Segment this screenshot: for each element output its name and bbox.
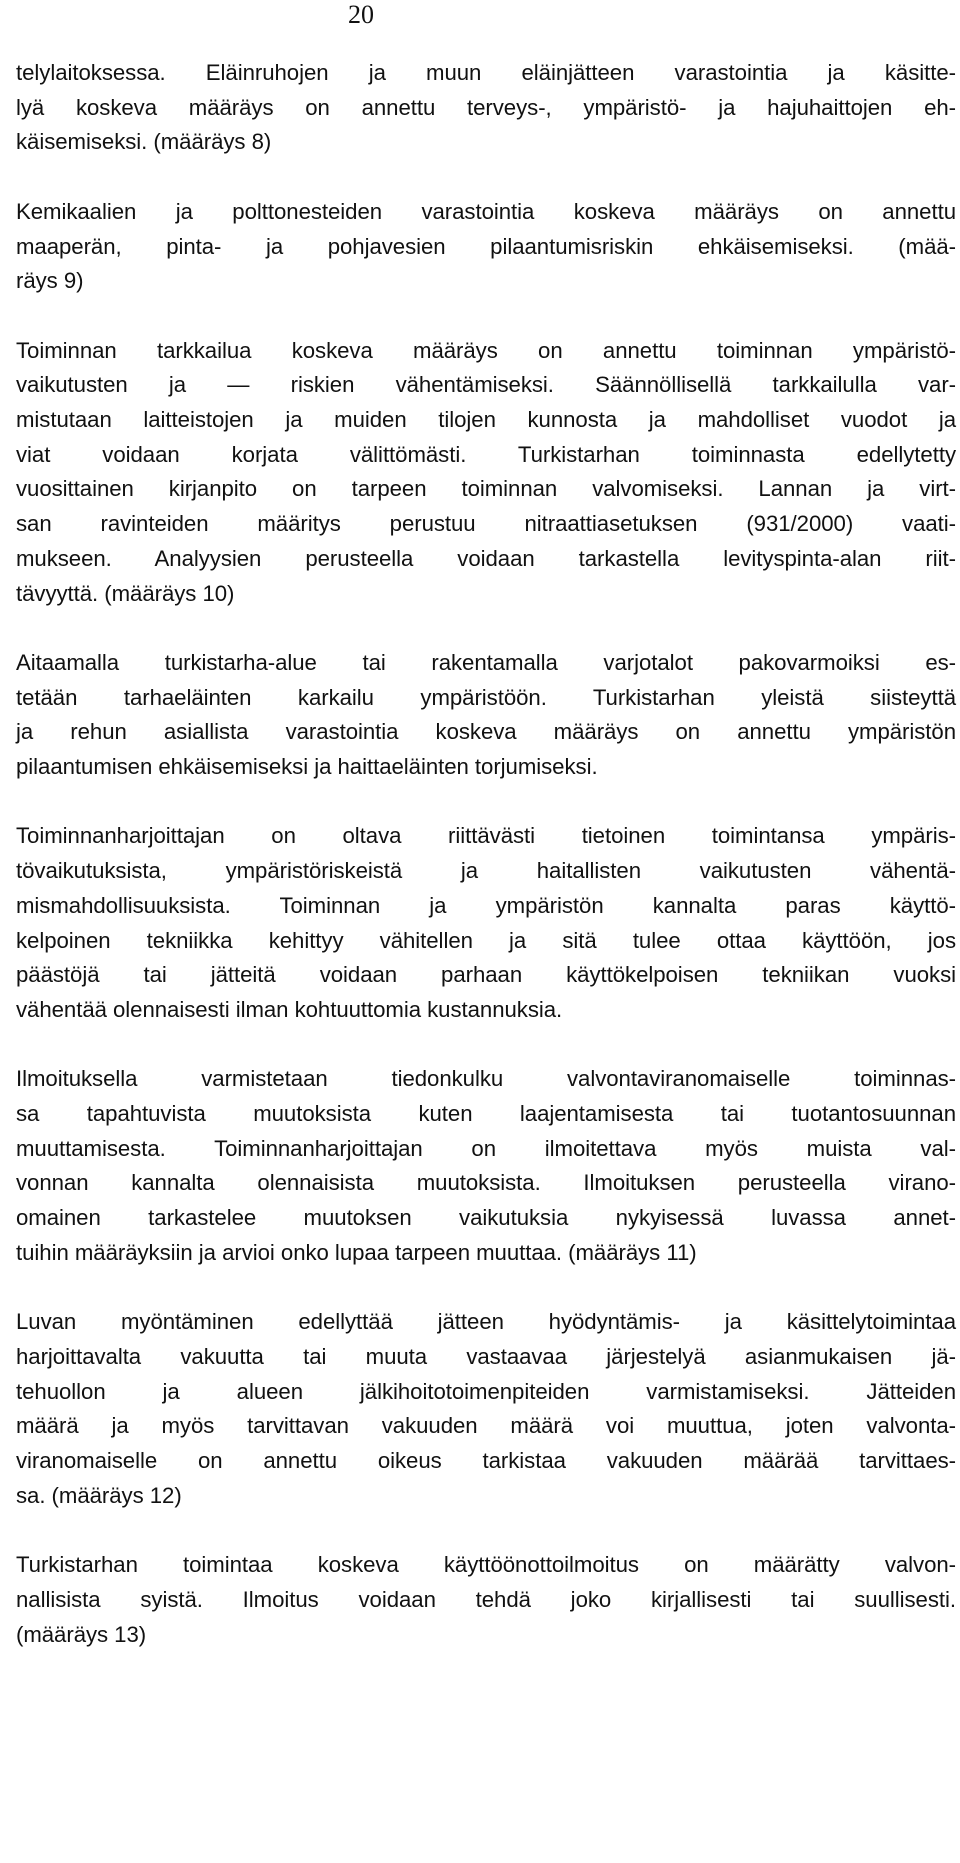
text-line: omainen tarkastelee muutoksen vaikutuksia nykyisessä luvassa annet- <box>16 1205 956 1231</box>
text-line: kelpoinen tekniikka kehittyy vähitellen ja sitä tulee ottaa käyttöön, jos <box>16 927 956 953</box>
text-line: mukseen. Analyysien perusteella voidaan tarkastella levityspinta-alan riit- <box>16 545 956 571</box>
text-line: maaperän, pinta- ja pohjavesien pilaantumisriskin ehkäisemiseksi. (mää- <box>16 233 956 259</box>
text-line: Aitaamalla turkistarha-alue tai rakentamalla varjotalot pakovarmoiksi es- <box>16 649 956 675</box>
text-line: Kemikaalien ja polttonesteiden varastointia koskeva määräys on annettu <box>16 198 956 224</box>
text-line: telylaitoksessa. Eläinruhojen ja muun eläinjätteen varastointia ja käsitte- <box>16 60 956 85</box>
text-line: räys 9) <box>16 268 84 294</box>
text-line: tuihin määräyksiin ja arvioi onko lupaa tarpeen muuttaa. (määräys 11) <box>16 1239 697 1265</box>
paragraph-6 <box>16 1062 956 1270</box>
paragraph-7 <box>16 1305 956 1513</box>
page-number: 20 <box>348 0 374 29</box>
paragraph-3 <box>16 334 956 612</box>
text-line: vuosittainen kirjanpito on tarpeen toiminnan valvomiseksi. Lannan ja virt- <box>16 476 956 502</box>
text-line: viranomaiselle on annettu oikeus tarkistaa vakuuden määrää tarvittaes- <box>16 1448 956 1474</box>
text-line: san ravinteiden määritys perustuu nitraattiasetuksen (931/2000) vaati- <box>16 511 956 537</box>
text-line: Turkistarhan toimintaa koskeva käyttöönottoilmoitus on määrätty valvon- <box>16 1552 956 1578</box>
paragraph-5 <box>16 819 956 1027</box>
paragraph-4 <box>16 646 956 785</box>
paragraph-2 <box>16 195 956 299</box>
text-line: määrä ja myös tarvittavan vakuuden määrä voi muuttua, joten valvonta- <box>16 1413 956 1439</box>
text-line: sa. (määräys 12) <box>16 1482 182 1508</box>
text-line: ja rehun asiallista varastointia koskeva määräys on annettu ympäristön <box>16 719 956 745</box>
text-line: pilaantumisen ehkäisemiseksi ja haittaeläinten torjumiseksi. <box>16 754 598 780</box>
text-line: viat voidaan korjata välittömästi. Turkistarhan toiminnasta edellytetty <box>16 441 956 467</box>
text-line: päästöjä tai jätteitä voidaan parhaan käyttökelpoisen tekniikan vuoksi <box>16 962 956 988</box>
text-line: nallisista syistä. Ilmoitus voidaan tehdä joko kirjallisesti tai suullisesti. <box>16 1586 956 1612</box>
text-line: Ilmoituksella varmistetaan tiedonkulku valvontaviranomaiselle toiminnas- <box>16 1066 956 1092</box>
text-line: tövaikutuksista, ympäristöriskeistä ja haitallisten vaikutusten vähentä- <box>16 858 956 884</box>
text-line: Toiminnan tarkkailua koskeva määräys on annettu toiminnan ympäristö- <box>16 337 956 363</box>
text-line: mismahdollisuuksista. Toiminnan ja ympäristön kannalta paras käyttö- <box>16 892 956 918</box>
text-line: Toiminnanharjoittajan on oltava riittävästi tietoinen toimintansa ympäris- <box>16 823 956 849</box>
text-line: tehuollon ja alueen jälkihoitotoimenpiteiden varmistamiseksi. Jätteiden <box>16 1378 956 1404</box>
text-line: (määräys 13) <box>16 1621 147 1647</box>
text-line: vonnan kannalta olennaisista muutoksista. Ilmoituksen perusteella virano- <box>16 1170 956 1196</box>
document-body <box>16 56 956 1687</box>
text-line: Luvan myöntäminen edellyttää jätteen hyödyntämis- ja käsittelytoimintaa <box>16 1309 956 1335</box>
text-line: vaikutusten ja — riskien vähentämiseksi. Säännöllisellä tarkkailulla var- <box>16 372 956 398</box>
paragraph-1 <box>16 56 956 160</box>
text-line: käisemiseksi. (määräys 8) <box>16 129 272 155</box>
text-line: vähentää olennaisesti ilman kohtuuttomia kustannuksia. <box>16 996 563 1022</box>
text-line: muuttamisesta. Toiminnanharjoittajan on ilmoitettava myös muista val- <box>16 1135 956 1161</box>
text-line: mistutaan laitteistojen ja muiden tilojen kunnosta ja mahdolliset vuodot ja <box>16 407 956 432</box>
text-line: sa tapahtuvista muutoksista kuten laajentamisesta tai tuotantosuunnan <box>16 1101 956 1127</box>
text-line: tetään tarhaeläinten karkailu ympäristöön. Turkistarhan yleistä siisteyttä <box>16 684 956 710</box>
text-line: lyä koskeva määräys on annettu terveys-, ympäristö- ja hajuhaittojen eh- <box>16 94 956 120</box>
text-line: harjoittavalta vakuutta tai muuta vastaavaa järjestelyä asianmukaisen jä- <box>16 1343 956 1369</box>
text-line: tävyyttä. (määräys 10) <box>16 580 235 606</box>
paragraph-8 <box>16 1548 956 1652</box>
